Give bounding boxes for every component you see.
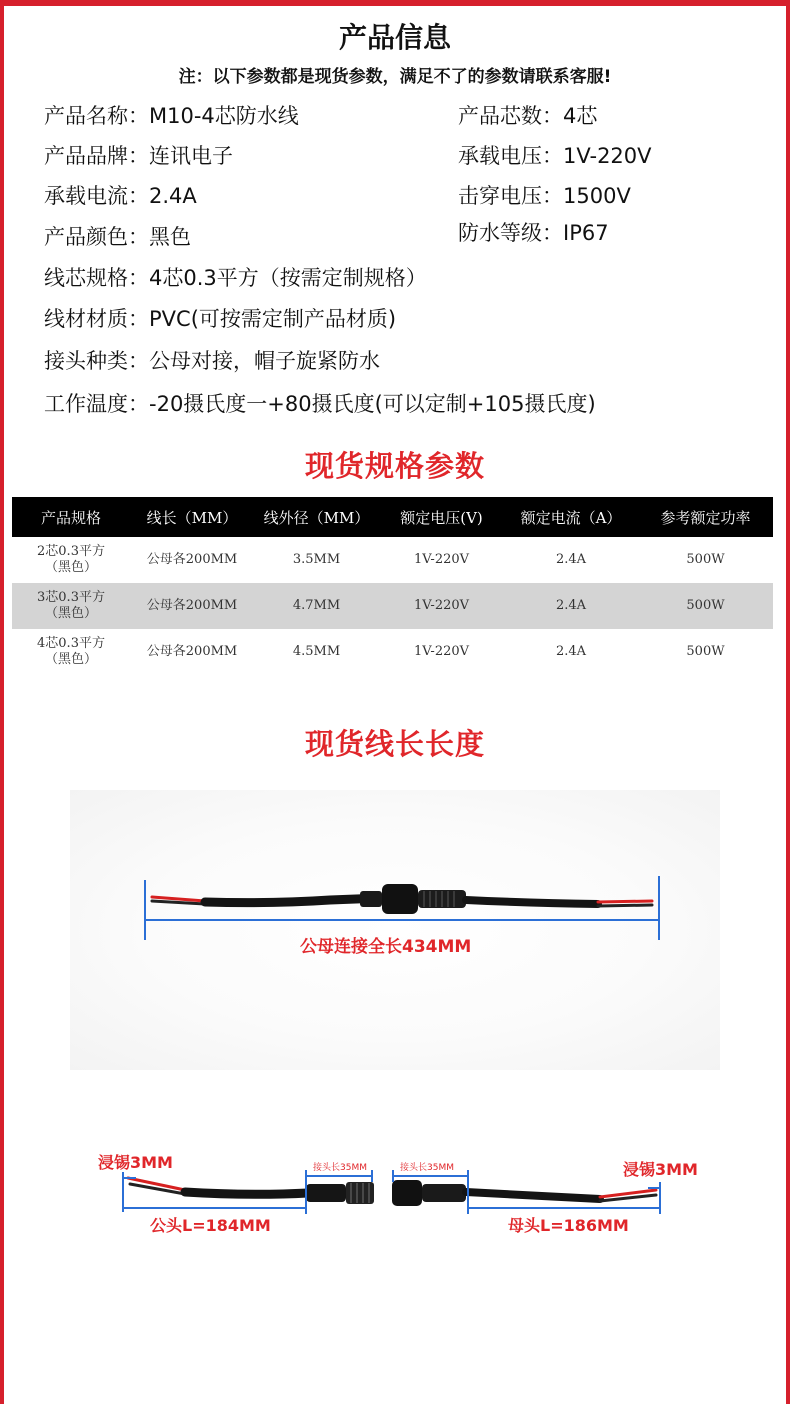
length-cell: 公母各200MM [130,583,254,629]
column-header: 线长（MM） [130,497,254,537]
spec-value: 连讯电子 [149,144,233,168]
spec-value: 黑色 [149,225,191,249]
spec-label: 产品品牌： [44,144,149,168]
diameter-cell: 4.7MM [254,583,379,629]
spec-value: 4芯 [563,104,598,128]
spec-label: 产品名称： [44,104,149,128]
spec-label: 防水等级： [458,221,563,245]
spec-value: PVC(可按需定制产品材质) [149,307,397,331]
spec-line: （黑色） [44,652,97,667]
spec-value: IP67 [563,221,609,245]
spec-value: M10-4芯防水线 [149,104,299,128]
diameter-cell: 4.5MM [292,644,341,659]
length-section-title: 现货线长长度 [304,727,485,761]
power-cell: 500W [686,552,725,567]
spec-label: 接头种类： [44,349,149,373]
current-cell: 2.4A [555,552,587,567]
tin-right-caption: 浸锡3MM [623,1160,698,1179]
assembled-cable [145,876,659,940]
spec-value: 4芯0.3平方（按需定制规格） [149,266,427,290]
column-header: 产品规格 [12,497,130,537]
female-length-caption: 母头L=186MM [508,1216,629,1235]
spec-value: 公母对接，帽子旋紧防水 [149,349,380,373]
diameter-cell: 3.5MM [292,552,341,567]
length-cell: 公母各200MM [146,552,238,567]
page-title: 产品信息 [338,21,451,54]
spec-label: 击穿电压： [458,184,563,208]
spec-label: 线材材质： [44,307,149,331]
spec-value: -20摄氏度一+80摄氏度(可以定制+105摄氏度) [149,392,596,416]
spec-label: 承载电流： [44,184,149,208]
power-cell: 500W [686,644,725,659]
voltage-cell: 1V-220V [413,644,470,659]
spec-line: （黑色） [44,606,97,621]
spec-line: （黑色） [44,560,97,575]
spec-label: 线芯规格： [44,266,149,290]
female-head-length-caption: 接头长35MM [400,1163,454,1173]
column-header: 额定电流（A） [504,497,638,537]
current-cell: 2.4A [555,644,587,659]
spec-label: 产品颜色： [44,225,149,249]
male-length-caption: 公头L=184MM [150,1216,271,1235]
spec-label: 工作温度： [44,392,149,416]
column-header: 线外径（MM） [254,497,379,537]
length-cell: 公母各200MM [146,644,238,659]
power-cell: 500W [638,583,773,629]
spec-line: 3芯0.3平方 [37,590,105,605]
spec-line: 2芯0.3平方 [37,544,105,559]
male-head-length-caption: 接头长35MM [313,1163,367,1173]
spec-line: 4芯0.3平方 [37,636,105,651]
current-cell: 2.4A [504,583,638,629]
spec-value: 1V-220V [563,144,652,168]
voltage-cell: 1V-220V [379,583,504,629]
tin-left-caption: 浸锡3MM [98,1153,173,1172]
column-header: 额定电压(V) [379,497,504,537]
spec-label: 承载电压： [458,144,563,168]
separated-cables [123,1170,660,1214]
stock-table-title: 现货规格参数 [304,449,485,483]
spec-value: 2.4A [149,184,197,208]
spec-label: 产品芯数： [458,104,563,128]
spec-value: 1500V [563,184,631,208]
voltage-cell: 1V-220V [413,552,470,567]
total-length-caption: 公母连接全长434MM [300,937,472,957]
column-header: 参考额定功率 [638,497,773,537]
stock-note: 注：以下参数都是现货参数，满足不了的参数请联系客服! [178,67,612,87]
